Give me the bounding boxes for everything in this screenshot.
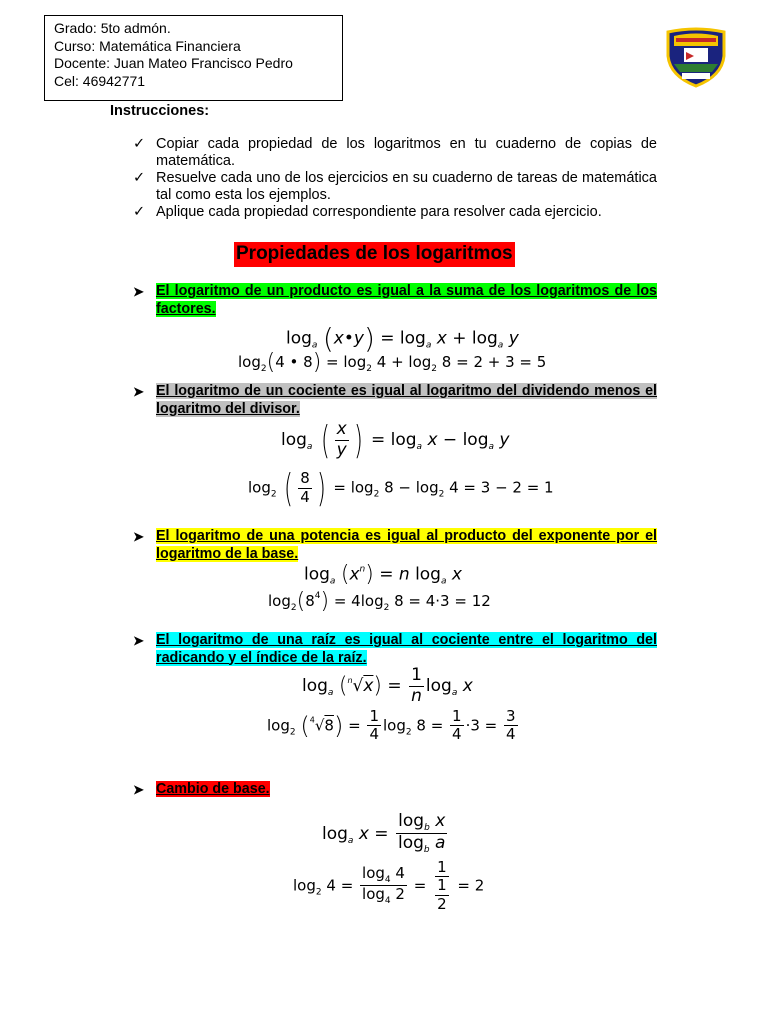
formula-power-rule: $\log_a (x^n) = n$ $\log_a x$ [304,562,462,587]
formula-change-of-base: $\log_a x$ = $\frac{\log_b x}{\log_b a}$ [322,811,446,856]
curso-text: Curso: Matemática Financiera [54,37,241,54]
property-product: ➤ El logaritmo de un producto es igual a la suma de los logaritmos de los factores. [133,283,657,317]
checkmark-icon: ✓ [133,136,146,152]
arrow-bullet-icon: ➤ [133,529,144,544]
checkmark-icon: ✓ [133,204,146,220]
example-root-rule: $\log_2 (^4√8)$ = $\frac{1}{4}$ $\log_2 8$ = $\frac{1}{4}$ ·3 = $\frac{3}{4}$ [267,707,516,744]
arrow-bullet-icon: ➤ [133,384,144,399]
school-crest-logo [664,26,728,88]
property-power: ➤ El logaritmo de una potencia es igual al producto del exponente por el logaritmo de la base. [133,528,657,562]
property-root: ➤ El logaritmo de una raíz es igual al cociente entre el logaritmo del radicando y el índice de la raíz. [133,632,657,666]
instructions-list [133,136,657,221]
arrow-bullet-icon: ➤ [133,633,144,648]
arrow-bullet-icon: ➤ [133,782,144,797]
arrow-bullet-icon: ➤ [133,284,144,299]
list-item: ✓ Aplique cada propiedad correspondiente para resolver cada ejercicio. [133,204,602,220]
example-product-rule: $\log_2(4$ • $8) = \log_2 4 + \log_2 8 = 2 + 3 = 5$ [238,350,547,375]
list-item: ✓ Copiar cada propiedad de los logaritmos en tu cuaderno de copias de matemática. [133,136,657,169]
example-quotient-rule: $\log_2$ ( $\frac{8}{4}$ ) = $\log_2 8 - \log_2 4 = 3 - 2 = 1$ [248,466,554,510]
list-item: ✓ Resuelve cada uno de los ejercicios en su cuaderno de tareas de matemática tal como esta los ejemplos. [133,170,657,203]
example-change-of-base: $\log_2 4$ = $\frac{\log_4 4}{\log_4 2}$ = $\frac{1}{\frac{1}{2}}$ = 2 [293,858,485,913]
docente-text: Docente: Juan Mateo Francisco Pedro [54,55,293,71]
property-change-of-base: ➤ Cambio de base. [133,781,270,797]
formula-product-rule: $\log_a$ (x•y) = $\log_a x + \log_a y$ [286,322,519,355]
instructions-title: Instrucciones: [110,103,210,119]
formula-root-rule: $\log_a (^n√x)$ = $\frac{1}{n}$ $\log_a x$ [302,665,473,706]
formula-quotient-rule: $\log_a$ ( $\frac{x}{y}$ ) = $\log_a x - \log_a y$ [281,418,510,462]
property-quotient: ➤ El logaritmo de un cociente es igual al logaritmo del dividendo menos el logaritmo del divisor. [133,383,657,417]
grado-text: Grado: 5to admón. [54,20,171,36]
header-info-box [44,15,343,101]
example-power-rule: $\log_2(8^4) = 4\log_2$ 8 = 4·3 = 12 [268,589,491,614]
cel-text: Cel: 46942771 [54,72,146,89]
checkmark-icon: ✓ [133,170,146,186]
page-title: Propiedades de los logaritmos [234,242,515,267]
